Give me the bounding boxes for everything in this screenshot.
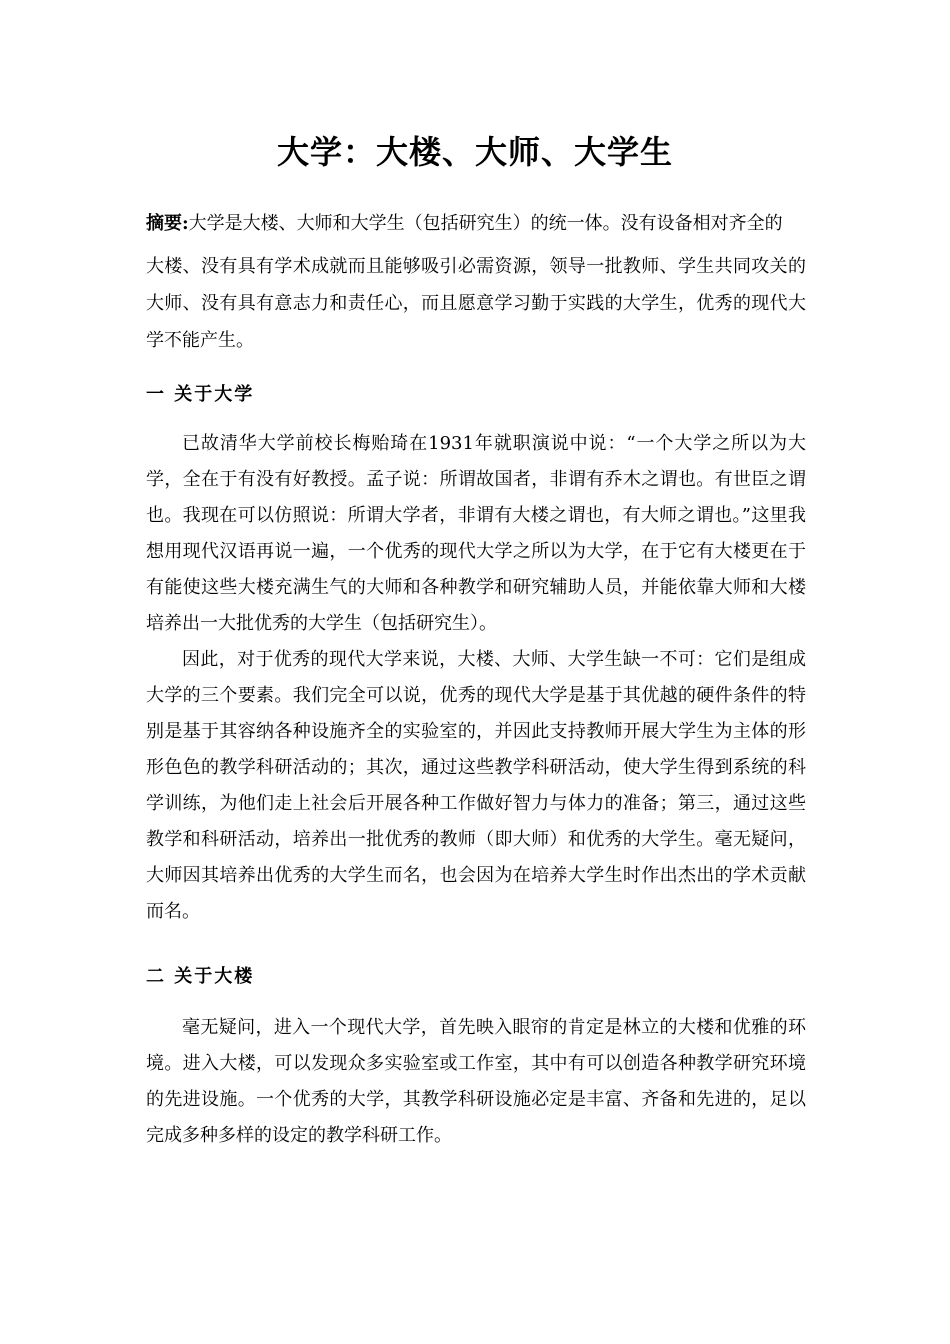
abstract-body: 大楼、没有具有学术成就而且能够吸引必需资源，领导一批教师、学生共同攻关的大师、没有具有意志力和责任心，而且愿意学习勤于实践的大学生，优秀的现代大学不能产生。 [146, 256, 806, 351]
section-2-body [146, 1010, 806, 1154]
section-1-paragraph-1: 已故清华大学前校长梅贻琦在1931年就职演说中说：“一个大学之所以为大学，全在于有没有好教授。孟子说：所谓故国者，非谓有乔木之谓也。有世臣之谓也。我现在可以仿照说：所谓大学者，非谓有大楼之谓也，有大师之谓也。”这里我想用现代汉语再说一遍，一个优秀的现代大学之所以为大学，在于它有大楼更在于有能使这些大楼充满生气的大师和各种教学和研究辅助人员，并能依靠大师和大楼培养出一大批优秀的大学生（包括研究生）。 [146, 433, 806, 634]
abstract [146, 205, 806, 359]
section-heading-2: 二 关于大楼 [146, 966, 255, 987]
section-heading-1: 一 关于大学 [146, 384, 255, 405]
abstract-label: 摘要: [146, 213, 189, 234]
abstract-first-text: 大学是大楼、大师和大学生（包括研究生）的统一体。没有设备相对齐全的 [188, 213, 783, 234]
section-2-paragraph-1: 毫无疑问，进入一个现代大学，首先映入眼帘的肯定是林立的大楼和优雅的环境。进入大楼，可以发现众多实验室或工作室，其中有可以创造各种教学研究环境的先进设施。一个优秀的大学，其教学科研设施必定是丰富、齐备和先进的，足以完成多种多样的设定的教学科研工作。 [146, 1017, 806, 1146]
abstract-first-line [146, 205, 806, 242]
section-1-paragraph-2: 因此，对于优秀的现代大学来说，大楼、大师、大学生缺一不可：它们是组成大学的三个要素。我们完全可以说，优秀的现代大学是基于其优越的硬件条件的特别是基于其容纳各种设施齐全的实验室的，并因此支持教师开展大学生为主体的形形色色的教学科研活动的；其次，通过这些教学科研活动，使大学生得到系统的科学训练，为他们走上社会后开展各种工作做好智力与体力的准备；第三，通过这些教学和科研活动，培养出一批优秀的教师（即大师）和优秀的大学生。毫无疑问，大师因其培养出优秀的大学生而名，也会因为在培养大学生时作出杰出的学术贡献而名。 [146, 649, 806, 922]
section-1-body [146, 426, 806, 930]
document-title: 大学：大楼、大师、大学生 [276, 133, 673, 171]
